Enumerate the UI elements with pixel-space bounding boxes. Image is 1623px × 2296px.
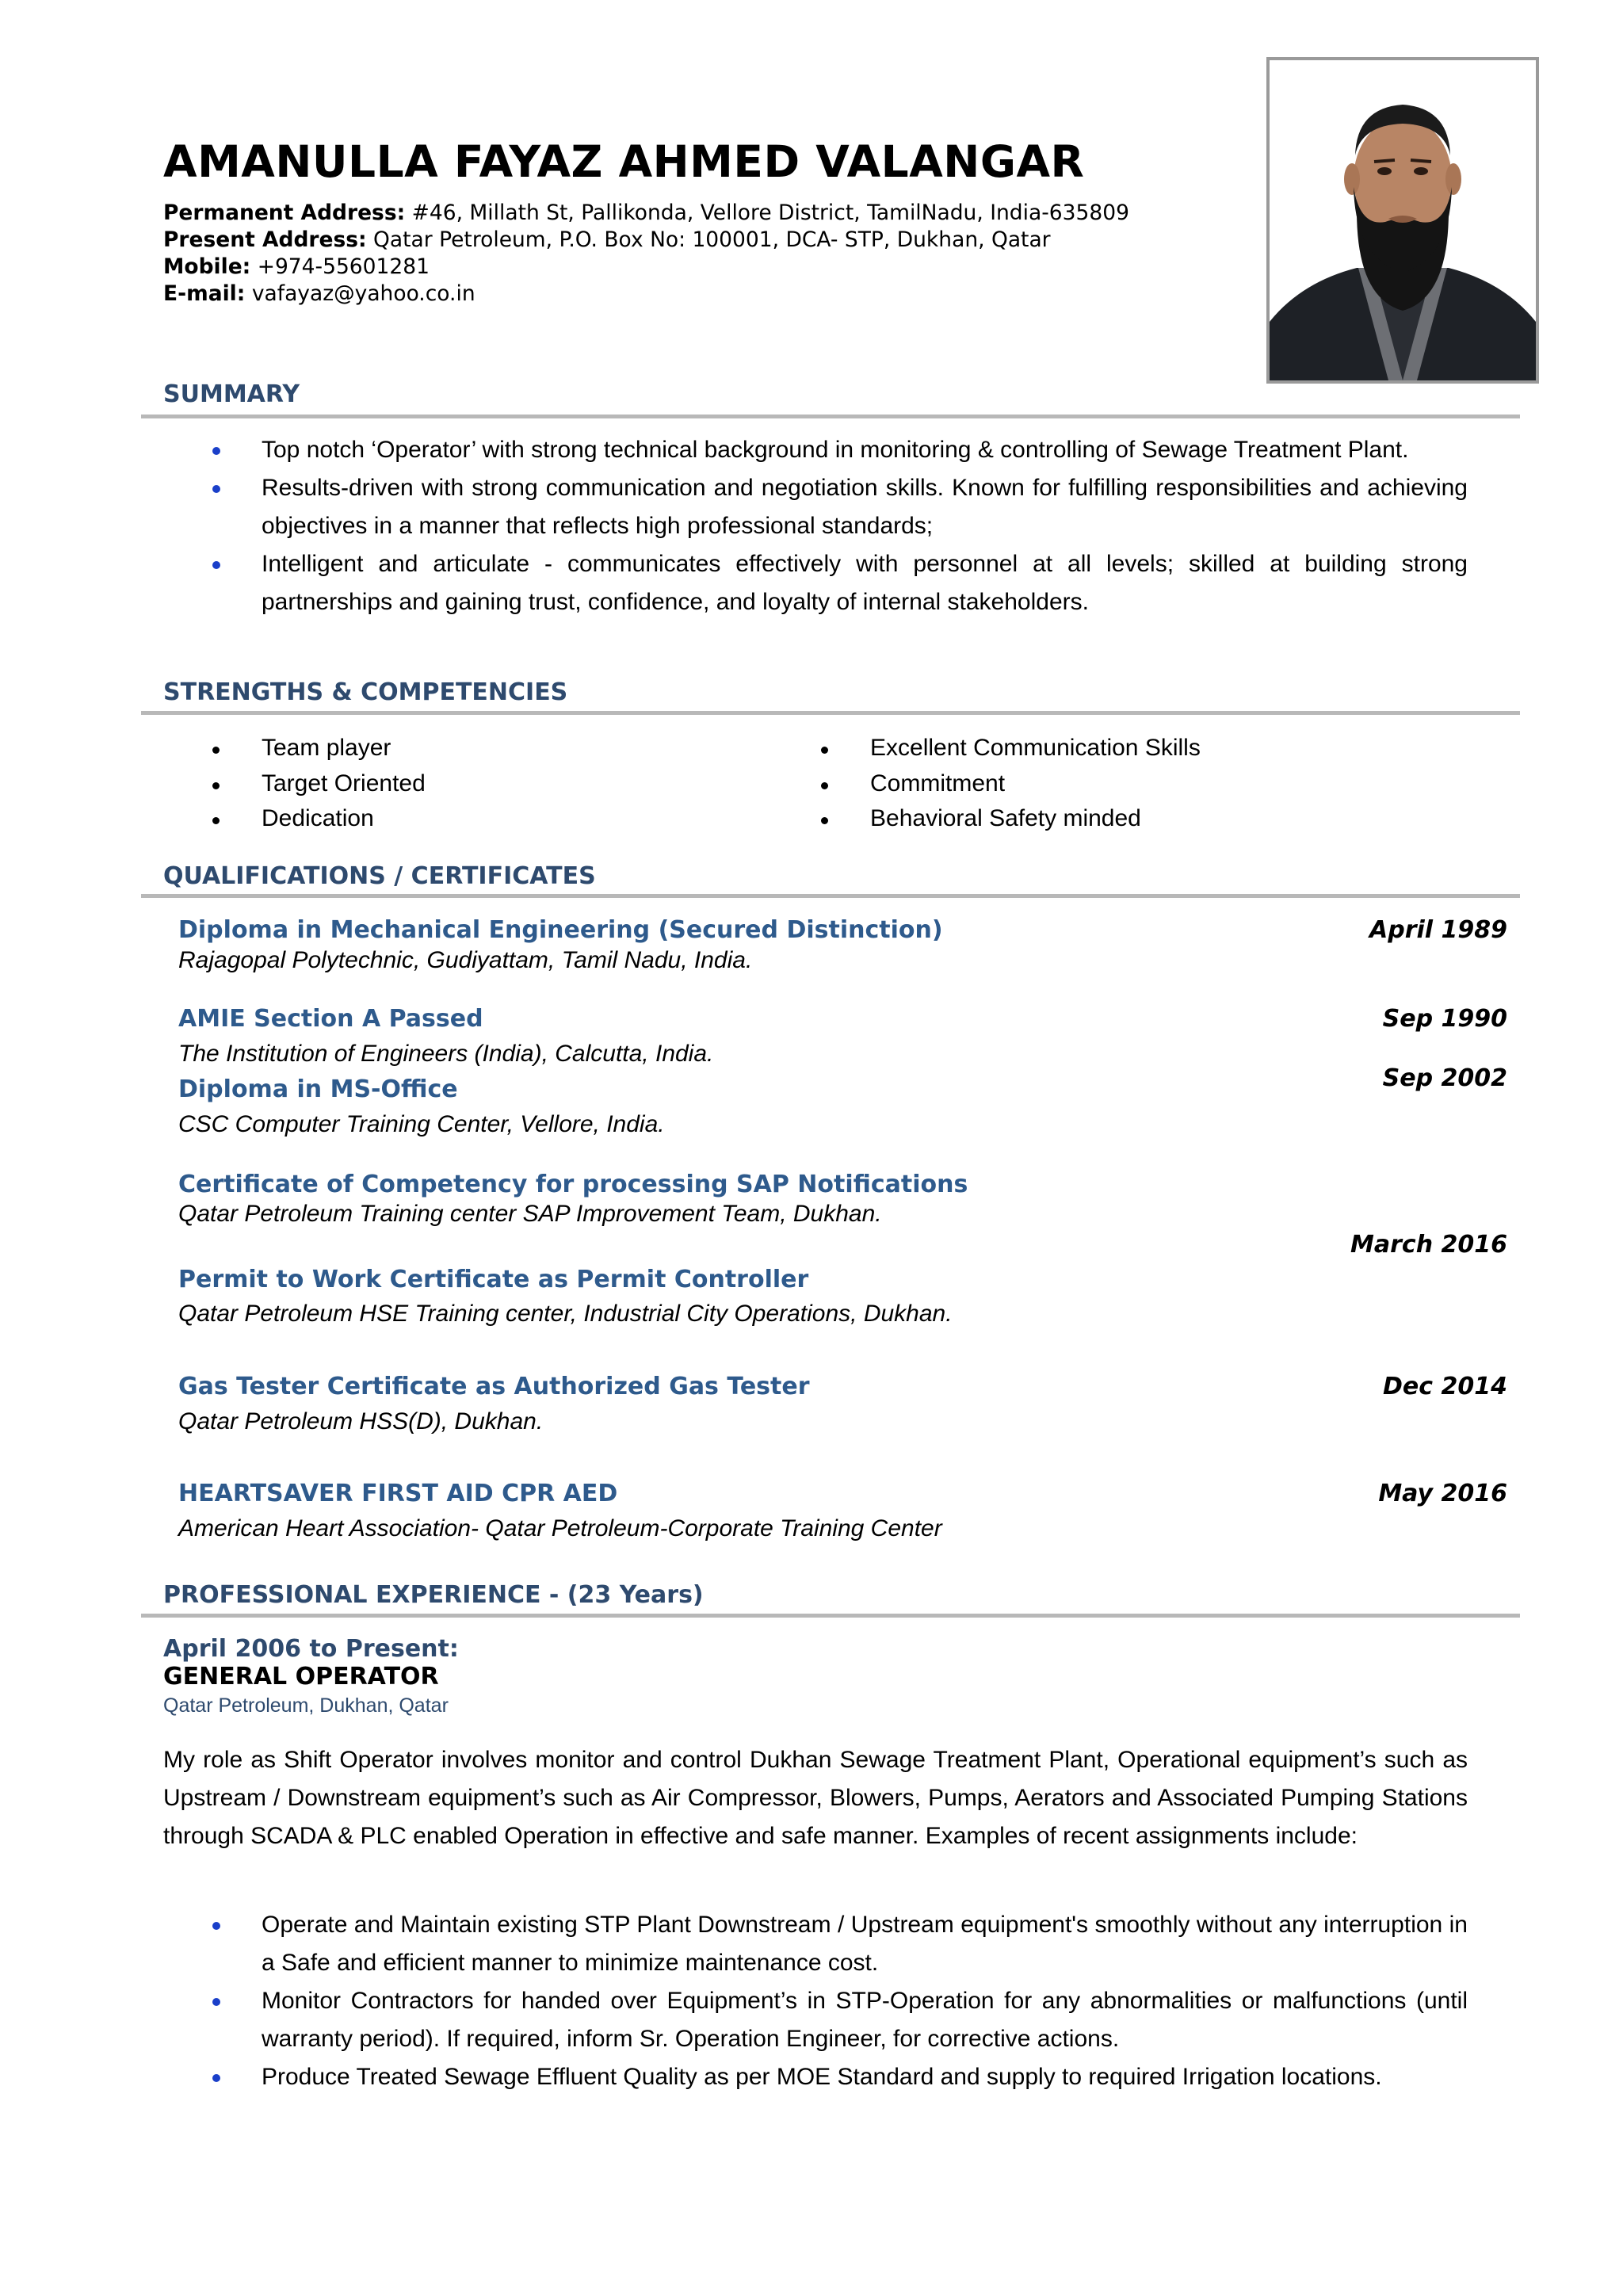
bullet-icon (212, 817, 220, 824)
list-item: Excellent Communication Skills (772, 731, 1406, 766)
strengths-right-list (772, 731, 1406, 837)
list-item: Top notch ‘Operator’ with strong technical background in monitoring & controlling of Sewage Treatment Plant. (163, 431, 1468, 469)
qualification-org: Qatar Petroleum HSE Training center, Industrial City Operations, Dukhan. (178, 1301, 953, 1327)
qualification-title: HEARTSAVER FIRST AID CPR AED (178, 1480, 618, 1507)
qualification-org: American Heart Association- Qatar Petroleum-Corporate Training Center (178, 1515, 942, 1541)
experience-period: April 2006 to Present: (163, 1635, 459, 1663)
experience-organization: Qatar Petroleum, Dukhan, Qatar (163, 1694, 449, 1717)
present-address-label: Present Address: (163, 227, 367, 252)
list-item: Target Oriented (163, 766, 766, 802)
candidate-name: AMANULLA FAYAZ AHMED VALANGAR (163, 136, 1085, 187)
list-item: Intelligent and articulate - communicates effectively with personnel at all levels; skilled at building strong partnerships and gaining trust, confidence, and loyalty of internal stakeholders. (163, 545, 1468, 621)
qualification-title: AMIE Section A Passed (178, 1005, 483, 1033)
list-item: Operate and Maintain existing STP Plant Downstream / Upstream equipment's smoothly without any interruption in a Safe and efficient manner to minimize maintenance cost. (163, 1906, 1468, 1982)
bullet-icon (821, 817, 828, 824)
qualification-date: May 2016 (1378, 1480, 1507, 1507)
email (163, 281, 475, 308)
email-value: vafayaz@yahoo.co.in (251, 281, 475, 306)
bullet-icon (212, 747, 220, 754)
bullet-icon (821, 747, 828, 754)
qualification-org: CSC Computer Training Center, Vellore, India. (178, 1111, 665, 1137)
mobile-label: Mobile: (163, 254, 251, 279)
bullet-icon (212, 447, 220, 455)
list-item: Dedication (163, 801, 766, 837)
qualification-date: Sep 1990 (1382, 1005, 1507, 1033)
list-item: Produce Treated Sewage Effluent Quality as per MOE Standard and supply to required Irrigation locations. (163, 2058, 1468, 2096)
bullet-icon (212, 2074, 220, 2082)
bullet-icon (212, 485, 220, 493)
experience-role: GENERAL OPERATOR (163, 1663, 439, 1690)
bullet-icon (821, 782, 828, 789)
experience-divider (141, 1614, 1520, 1618)
qualifications-heading: QUALIFICATIONS / CERTIFICATES (163, 862, 596, 890)
profile-photo (1266, 57, 1539, 384)
summary-list (163, 431, 1468, 621)
summary-divider (141, 415, 1520, 418)
qualification-date: April 1989 (1369, 916, 1507, 944)
mobile-value: +974-55601281 (257, 254, 430, 279)
qualification-org: Qatar Petroleum HSS(D), Dukhan. (178, 1408, 544, 1435)
permanent-address-value: #46, Millath St, Pallikonda, Vellore District, TamilNadu, India-635809 (411, 201, 1129, 225)
strengths-left-list (163, 731, 766, 837)
permanent-address (163, 200, 1129, 227)
person-portrait-icon (1270, 60, 1536, 380)
list-item: Behavioral Safety minded (772, 801, 1406, 837)
qualification-title: Gas Tester Certificate as Authorized Gas Tester (178, 1373, 810, 1400)
qualification-date: March 2016 (1350, 1231, 1507, 1259)
permanent-address-label: Permanent Address: (163, 201, 406, 225)
qualification-date: Sep 2002 (1382, 1064, 1507, 1092)
bullet-icon (212, 561, 220, 569)
summary-heading: SUMMARY (163, 380, 300, 408)
email-label: E-mail: (163, 281, 246, 306)
list-item: Team player (163, 731, 766, 766)
qualification-date: Dec 2014 (1383, 1373, 1507, 1400)
list-item: Results-driven with strong communication and negotiation skills. Known for fulfilling responsibilities and achieving objectives in a manner that reflects high professional standards; (163, 469, 1468, 545)
qualification-title: Permit to Work Certificate as Permit Controller (178, 1266, 809, 1293)
experience-heading: PROFESSIONAL EXPERIENCE - (23 Years) (163, 1581, 704, 1609)
present-address-value: Qatar Petroleum, P.O. Box No: 100001, DCA- STP, Dukhan, Qatar (373, 227, 1051, 252)
bullet-icon (212, 1922, 220, 1930)
qualification-org: The Institution of Engineers (India), Calcutta, India. (178, 1041, 714, 1067)
present-address (163, 227, 1051, 254)
qualification-org: Rajagopal Polytechnic, Gudiyattam, Tamil Nadu, India. (178, 947, 753, 973)
experience-list (163, 1906, 1468, 2096)
qualification-title: Certificate of Competency for processing SAP Notifications (178, 1171, 968, 1198)
strengths-divider (141, 711, 1520, 715)
qualification-title: Diploma in Mechanical Engineering (Secured Distinction) (178, 916, 943, 944)
list-item: Commitment (772, 766, 1406, 802)
strengths-heading: STRENGTHS & COMPETENCIES (163, 678, 568, 706)
qualification-title: Diploma in MS-Office (178, 1075, 458, 1103)
mobile (163, 254, 430, 281)
qualification-org: Qatar Petroleum Training center SAP Improvement Team, Dukhan. (178, 1201, 882, 1227)
experience-description: My role as Shift Operator involves monitor and control Dukhan Sewage Treatment Plant, Operational equipment’s such as Upstream / Downstream equipment’s such as Air Compressor, Blowers, Pumps, Aerators and Associated Pumping Stations through SCADA & PLC enabled Operation in effective and safe manner. Examples of recent assignments include: (163, 1747, 1468, 1849)
bullet-icon (212, 782, 220, 789)
bullet-icon (212, 1998, 220, 2006)
qualifications-divider (141, 894, 1520, 898)
list-item: Monitor Contractors for handed over Equipment’s in STP-Operation for any abnormalities or malfunctions (until warranty period). If required, inform Sr. Operation Engineer, for corrective actions. (163, 1982, 1468, 2058)
